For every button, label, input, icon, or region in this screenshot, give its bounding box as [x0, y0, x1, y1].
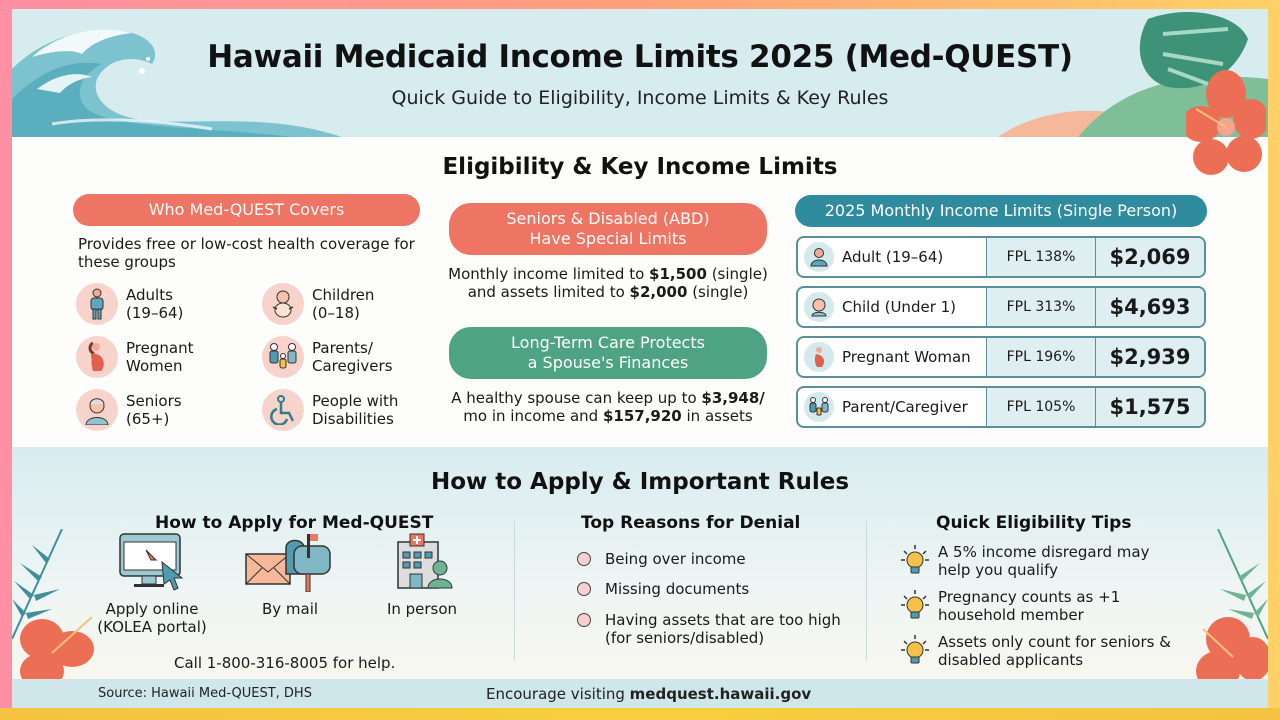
- header-banner: [12, 9, 1268, 137]
- income-limits-heading: 2025 Monthly Income Limits (Single Person): [795, 195, 1207, 227]
- family-icon: [804, 392, 834, 422]
- limit-row-pregnant: Pregnant Woman FPL 196% $2,939: [796, 336, 1206, 378]
- fpl-percent: FPL 105%: [986, 388, 1096, 426]
- denial-reason: Missing documents: [577, 580, 749, 598]
- family-icon: [262, 336, 304, 378]
- ltc-spouse-assets: $157,920: [602, 407, 682, 425]
- page-title: Hawaii Medicaid Income Limits 2025 (Med-QUEST): [207, 39, 1073, 75]
- website-callout: Encourage visiting medquest.hawaii.gov: [486, 685, 812, 703]
- monthly-limit-amount: $2,939: [1096, 338, 1204, 376]
- fpl-percent: FPL 138%: [986, 238, 1096, 276]
- denial-reason: Being over income: [577, 550, 746, 568]
- apply-in-person-method: In person: [382, 532, 462, 618]
- computer-cursor-icon: [116, 532, 188, 592]
- lightbulb-icon: [900, 588, 930, 622]
- rules-section-title: How to Apply & Important Rules: [430, 469, 850, 495]
- bullet-icon: [577, 613, 591, 627]
- tip-item: Assets only count for seniors & disabled applicants: [900, 633, 1171, 669]
- infographic: [12, 9, 1268, 709]
- baby-face-icon: [804, 292, 834, 322]
- adult-icon: [76, 283, 118, 325]
- group-people-with-disabilities: People with Disabilities: [262, 389, 398, 431]
- apply-online-method: Apply online (KOLEA portal): [92, 532, 212, 636]
- abd-heading: Seniors & Disabled (ABD) Have Special Limits: [449, 203, 767, 255]
- help-phone-text[interactable]: Call 1-800-316-8005 for help.: [174, 654, 396, 672]
- fpl-percent: FPL 196%: [986, 338, 1096, 376]
- bullet-icon: [577, 552, 591, 566]
- hibiscus-flower-icon: [12, 609, 102, 689]
- abd-description: Monthly income limited to $1,500 (single) and assets limited to $2,000 (single): [448, 265, 768, 301]
- group-adults: Adults (19–64): [76, 283, 183, 325]
- pregnant-woman-icon: [804, 342, 834, 372]
- mailbox-icon: [244, 532, 336, 592]
- office-building-icon: [390, 532, 454, 592]
- ltc-description: A healthy spouse can keep up to $3,948/ mo in income and $157,920 in assets: [451, 389, 765, 425]
- tips-heading: Quick Eligibility Tips: [936, 513, 1132, 533]
- limit-row-parent: Parent/Caregiver FPL 105% $1,575: [796, 386, 1206, 428]
- lightbulb-icon: [900, 543, 930, 577]
- monthly-limit-amount: $4,693: [1096, 288, 1204, 326]
- group-seniors: Seniors (65+): [76, 389, 182, 431]
- limit-row-child: Child (Under 1) FPL 313% $4,693: [796, 286, 1206, 328]
- group-pregnant-women: Pregnant Women: [76, 336, 193, 378]
- denial-reason: Having assets that are too high (for seniors/disabled): [577, 611, 841, 647]
- fpl-percent: FPL 313%: [986, 288, 1096, 326]
- wheelchair-icon: [262, 389, 304, 431]
- lightbulb-icon: [900, 633, 930, 667]
- column-divider: [866, 521, 867, 661]
- who-covers-heading: Who Med-QUEST Covers: [73, 194, 420, 226]
- group-children: Children (0–18): [262, 283, 374, 325]
- ltc-heading: Long-Term Care Protects a Spouse's Finances: [449, 327, 767, 379]
- abd-income-limit: $1,500: [649, 265, 707, 283]
- rules-section: [12, 447, 1268, 679]
- ltc-spouse-income: $3,948/: [701, 389, 765, 407]
- column-divider: [514, 521, 515, 661]
- monthly-limit-amount: $2,069: [1096, 238, 1204, 276]
- bottom-accent-bar: [0, 708, 1280, 720]
- senior-icon: [76, 389, 118, 431]
- baby-icon: [262, 283, 304, 325]
- adult-icon: [804, 242, 834, 272]
- monthly-limit-amount: $1,575: [1096, 388, 1204, 426]
- limit-row-adult: Adult (19–64) FPL 138% $2,069: [796, 236, 1206, 278]
- tip-item: Pregnancy counts as +1 household member: [900, 588, 1120, 624]
- covers-intro: Provides free or low-cost health coverage for these groups: [78, 235, 415, 271]
- website-link[interactable]: medquest.hawaii.gov: [629, 685, 812, 703]
- page-subtitle: Quick Guide to Eligibility, Income Limits & Key Rules: [391, 87, 889, 109]
- denial-heading: Top Reasons for Denial: [581, 513, 801, 533]
- tip-item: A 5% income disregard may help you qualify: [900, 543, 1149, 579]
- group-parents-caregivers: Parents/ Caregivers: [262, 336, 393, 378]
- abd-asset-limit: $2,000: [629, 283, 688, 301]
- source-credit: Source: Hawaii Med-QUEST, DHS: [98, 686, 312, 701]
- apply-by-mail-method: By mail: [240, 532, 340, 618]
- bullet-icon: [577, 582, 591, 596]
- apply-heading: How to Apply for Med-QUEST: [155, 513, 434, 533]
- footer: [12, 679, 1268, 709]
- eligibility-section-title: Eligibility & Key Income Limits: [442, 154, 838, 180]
- pregnant-woman-icon: [76, 336, 118, 378]
